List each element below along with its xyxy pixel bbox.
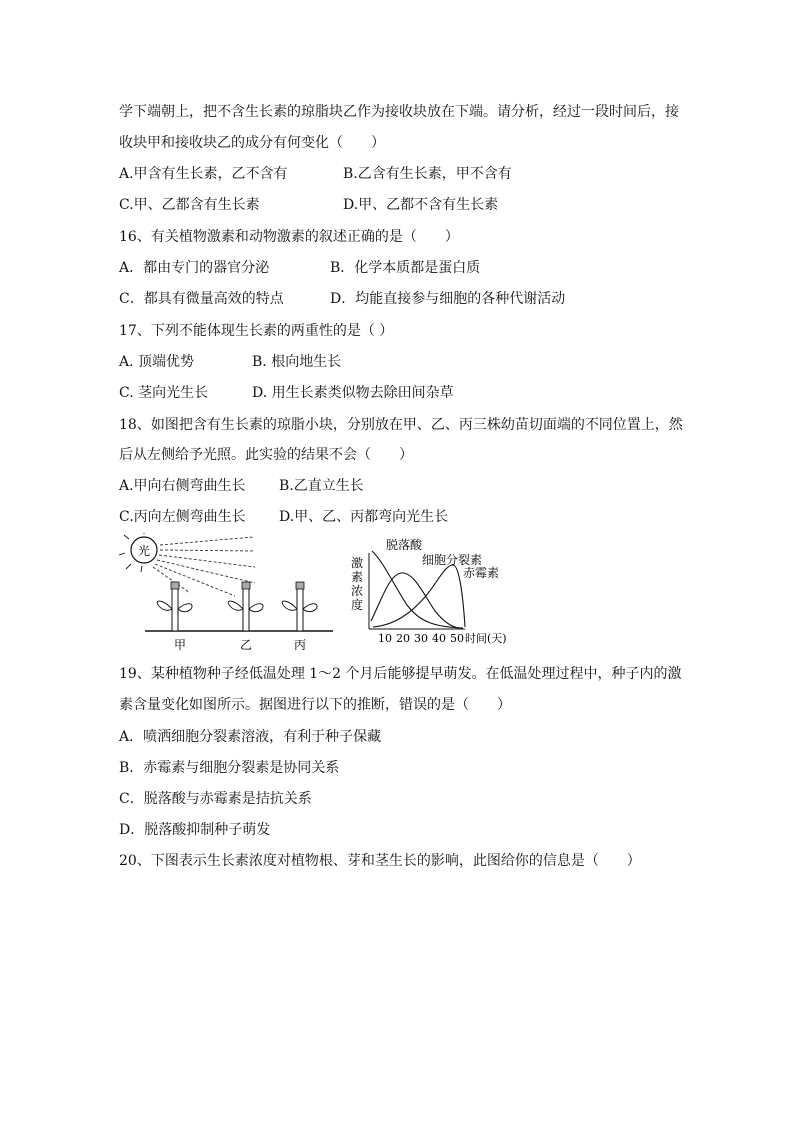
q16-option-c: C．都具有微量高效的特点: [119, 291, 284, 307]
curve-label-gibberellin: 赤霉素: [463, 566, 500, 580]
q16-option-d: D．均能直接参与细胞的各种代谢活动: [330, 291, 566, 307]
q20-stem: 20、下图表示生长素浓度对植物根、芽和茎生长的影响，此图给你的信息是（ ）: [119, 853, 641, 869]
q18-option-b: B.乙直立生长: [279, 478, 364, 494]
plant-label-yi: 乙: [239, 638, 253, 652]
x-tick-label: 50: [450, 632, 464, 645]
curve-label-abscisic-acid: 脱落酸: [386, 538, 423, 552]
q15-option-d: D.甲、乙都不含有生长素: [343, 197, 499, 213]
q15-option-a: A.甲含有生长素，乙不含有: [119, 166, 288, 182]
q18-option-c: C.丙向左侧弯曲生长: [119, 509, 246, 525]
q17-stem: 17、下列不能体现生长素的两重性的是（ ）: [119, 323, 394, 339]
seedling-jia: [157, 582, 192, 631]
seedling-bing: [282, 582, 317, 631]
y-axis-label-char: 浓: [350, 584, 364, 598]
q19-option-a: A．喷洒细胞分裂素溶液，有利于种子保藏: [119, 729, 382, 745]
q19-line-2: 素含量变化如图所示。据图进行以下的推断，错误的是（ ）: [119, 697, 511, 713]
y-axis-label-char: 素: [350, 570, 364, 584]
plant-label-bing: 丙: [293, 638, 307, 652]
q16-stem: 16、有关植物激素和动物激素的叙述正确的是（ ）: [119, 229, 459, 245]
plant-label-jia: 甲: [173, 638, 187, 652]
q18-line-1: 18、如图把含有生长素的琼脂小块，分别放在甲、乙、丙三株幼苗切面端的不同位置上，然: [119, 417, 683, 433]
y-axis-label-char: 激: [350, 556, 364, 570]
q15-option-b: B.乙含有生长素，甲不含有: [343, 166, 512, 182]
y-axis-label-char: 度: [350, 598, 364, 612]
x-axis-label: 时间(天): [465, 632, 507, 645]
curve-gibberellin: [373, 565, 465, 627]
q18-option-a: A.甲向右侧弯曲生长: [119, 478, 246, 494]
q16-option-b: B．化学本质都是蛋白质: [330, 260, 481, 276]
x-tick-label: 40: [432, 632, 446, 645]
agar-block-icon: [242, 582, 250, 589]
q19-option-d: D．脱落酸抑制种子萌发: [119, 822, 271, 838]
q17-option-a: A. 顶端优势: [119, 354, 195, 370]
sun-label: 光: [137, 544, 151, 558]
seedling-light-figure: [115, 533, 335, 655]
q19-option-b: B．赤霉素与细胞分裂素是协同关系: [119, 760, 340, 776]
q17-option-b: B. 根向地生长: [252, 354, 342, 370]
curve-label-cytokinin: 细胞分裂素: [422, 553, 483, 567]
seedling-yi: [228, 582, 263, 631]
q17-option-c: C. 茎向光生长: [119, 385, 209, 401]
agar-block-icon: [296, 582, 304, 589]
x-tick-label: 30: [414, 632, 428, 645]
q15-line-1: 学下端朝上，把不含生长素的琼脂块乙作为接收块放在下端。请分析，经过一段时间后，接: [119, 104, 679, 120]
x-tick-label: 20: [396, 632, 410, 645]
q19-line-1: 19、某种植物种子经低温处理 1～2 个月后能够提早萌发。在低温处理过程中，种子内的激: [119, 666, 682, 682]
q18-line-2: 后从左侧给予光照。此实验的结果不会（ ）: [119, 447, 413, 463]
agar-block-icon: [171, 582, 179, 589]
q19-option-c: C．脱落酸与赤霉素是拮抗关系: [119, 791, 312, 807]
q15-option-c: C.甲、乙都含有生长素: [119, 197, 260, 213]
x-tick-label: 10: [378, 632, 392, 645]
light-rays: [153, 537, 255, 596]
curve-cytokinin: [371, 573, 459, 628]
q15-line-2: 收块甲和接收块乙的成分有何变化（ ）: [119, 135, 385, 151]
q17-option-d: D. 用生长素类似物去除田间杂草: [252, 385, 454, 401]
q16-option-a: A．都由专门的器官分泌: [119, 260, 270, 276]
hormone-curve-figure: [345, 535, 525, 650]
q18-option-d: D.甲、乙、丙都弯向光生长: [279, 509, 449, 525]
